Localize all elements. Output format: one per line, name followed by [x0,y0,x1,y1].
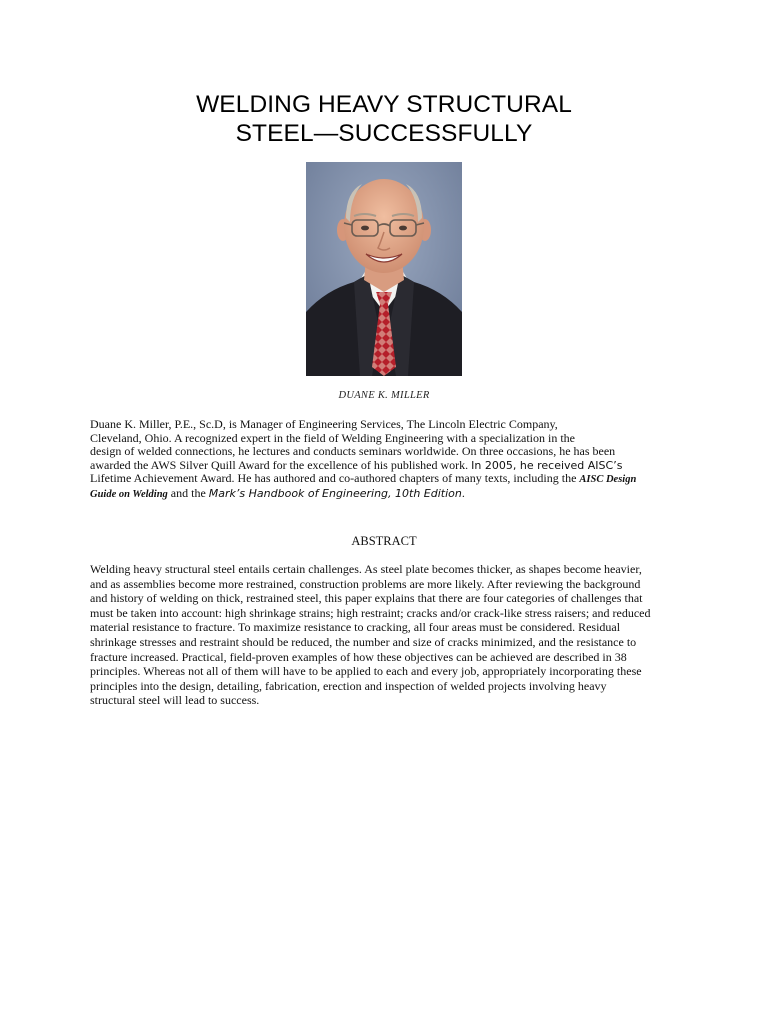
eye-right [399,226,407,231]
abstract-line: must be taken into account: high shrinkage strains; high restraint; cracks and/or crack-like stress raisers; and reduced [90,605,651,620]
abstract-body [90,562,690,708]
bio-line-5-text: Lifetime Achievement Award. He has authored and co-authored chapters of many texts, including the [90,471,580,486]
abstract-line: fracture increased. Practical, field-proven examples of how these objectives can be achieved are described in 38 [90,649,627,664]
abstract-line: principles. Whereas not all of them will have to be applied to each and every job, appropriately incorporating these [90,664,642,679]
bio-line-5 [90,472,690,487]
bio-award-2005: In 2005, he received AISC’s [471,458,623,472]
author-portrait-image [306,162,462,376]
aisc-design-guide-title: AISC Design [579,474,637,486]
marks-handbook-title: Mark’s Handbook of Engineering, 10th Edition [208,486,462,500]
abstract-heading: ABSTRACT [351,534,417,548]
bio-line-6 [90,487,690,502]
bio-line-4-text: awarded the AWS Silver Quill Award for the excellence of his published work. [90,457,472,472]
author-bio [90,418,690,502]
bio-line-3: design of welded connections, he lectures and conducts seminars worldwide. On three occasions, he has been [90,444,616,459]
abstract-line: shrinkage stresses and restraint should be reduced, the number and size of cracks minimized, and the resistance to [90,634,637,649]
paper-title [0,90,768,148]
author-photo [306,162,462,376]
author-caption: DUANE K. MILLER [338,390,430,401]
paper-title-line-2: STEEL—SUCCESSFULLY [235,120,533,147]
paper-title-line-1: WELDING HEAVY STRUCTURAL [196,91,572,118]
bio-line-4 [90,459,690,473]
abstract-line: structural steel will lead to success. [90,693,260,708]
bio-and-the: and the [167,485,209,500]
abstract-line: and history of welding on thick, restrained steel, this paper explains that there are four categories of challenges that [90,591,643,606]
abstract-line: Welding heavy structural steel entails certain challenges. As steel plate becomes thicker, as shapes become heavier, [90,562,642,576]
bio-line-1: Duane K. Miller, P.E., Sc.D, is Manager of Engineering Services, The Lincoln Electric Company, [90,417,558,431]
aisc-design-guide-title-cont: Guide on Welding [90,488,168,500]
abstract-line: principles into the design, detailing, fabrication, erection and inspection of welded projects involving heavy [90,678,607,693]
eye-left [361,226,369,231]
abstract-line: and as assemblies become more restrained, construction problems are more likely. After reviewing the background [90,576,641,591]
bio-line-2: Cleveland, Ohio. A recognized expert in the field of Welding Engineering with a specialization in the [90,430,576,445]
abstract-line: material resistance to fracture. To maximize resistance to cracking, all four areas must be considered. Residual [90,620,621,635]
bio-period: . [461,485,465,500]
